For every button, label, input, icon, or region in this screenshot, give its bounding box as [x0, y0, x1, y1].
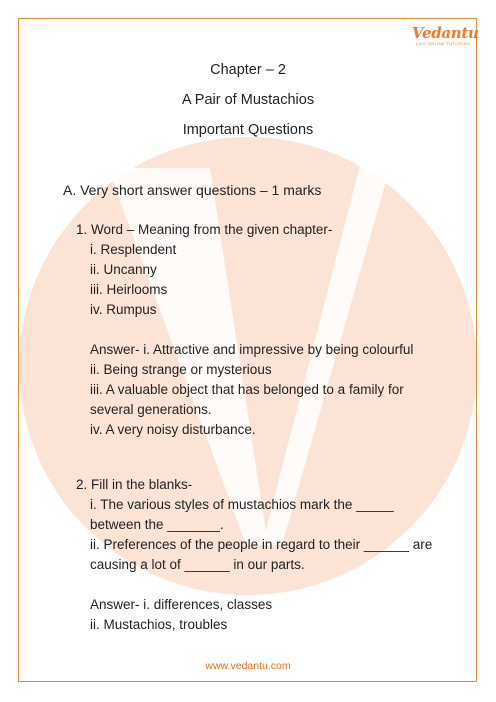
q2-answer-line: ii. Mustachios, troubles: [90, 617, 228, 632]
q1-item: iii. Heirlooms: [90, 282, 168, 297]
q2-line: causing a lot of ______ in our parts.: [90, 557, 305, 572]
page-subtitle: Important Questions: [182, 122, 314, 138]
footer-url[interactable]: www.vedantu.com: [205, 660, 291, 672]
question-2: 2. Fill in the blanks-: [76, 477, 193, 492]
q2-answer-line: Answer- i. differences, classes: [90, 597, 273, 612]
question-1: 1. Word – Meaning from the given chapter-: [76, 222, 333, 237]
q1-answer-line: ii. Being strange or mysterious: [90, 362, 272, 377]
chapter-title: A Pair of Mustachios: [181, 92, 315, 108]
q1-item: ii. Uncanny: [90, 262, 157, 277]
q2-line: between the _______.: [90, 517, 224, 532]
q1-answer-line: iv. A very noisy disturbance.: [90, 422, 256, 437]
q1-item: iv. Rumpus: [90, 302, 157, 317]
q1-item: i. Resplendent: [90, 242, 177, 257]
logo-tagline: LIVE ONLINE TUTORING: [416, 41, 471, 46]
q1-answer-line: several generations.: [90, 402, 212, 417]
q1-answer-line: iii. A valuable object that has belonged to a family for: [90, 382, 404, 397]
q2-line: i. The various styles of mustachios mark the _____: [90, 497, 394, 512]
q2-line: ii. Preferences of the people in regard to their ______ are: [90, 537, 433, 552]
q1-answer-line: Answer- i. Attractive and impressive by being colourful: [90, 342, 414, 357]
logo-wordmark: Vedantu: [412, 24, 479, 42]
section-a-heading: A. Very short answer questions – 1 marks: [63, 182, 322, 198]
chapter-heading: Chapter – 2: [210, 62, 286, 78]
vedantu-logo: [412, 24, 479, 52]
